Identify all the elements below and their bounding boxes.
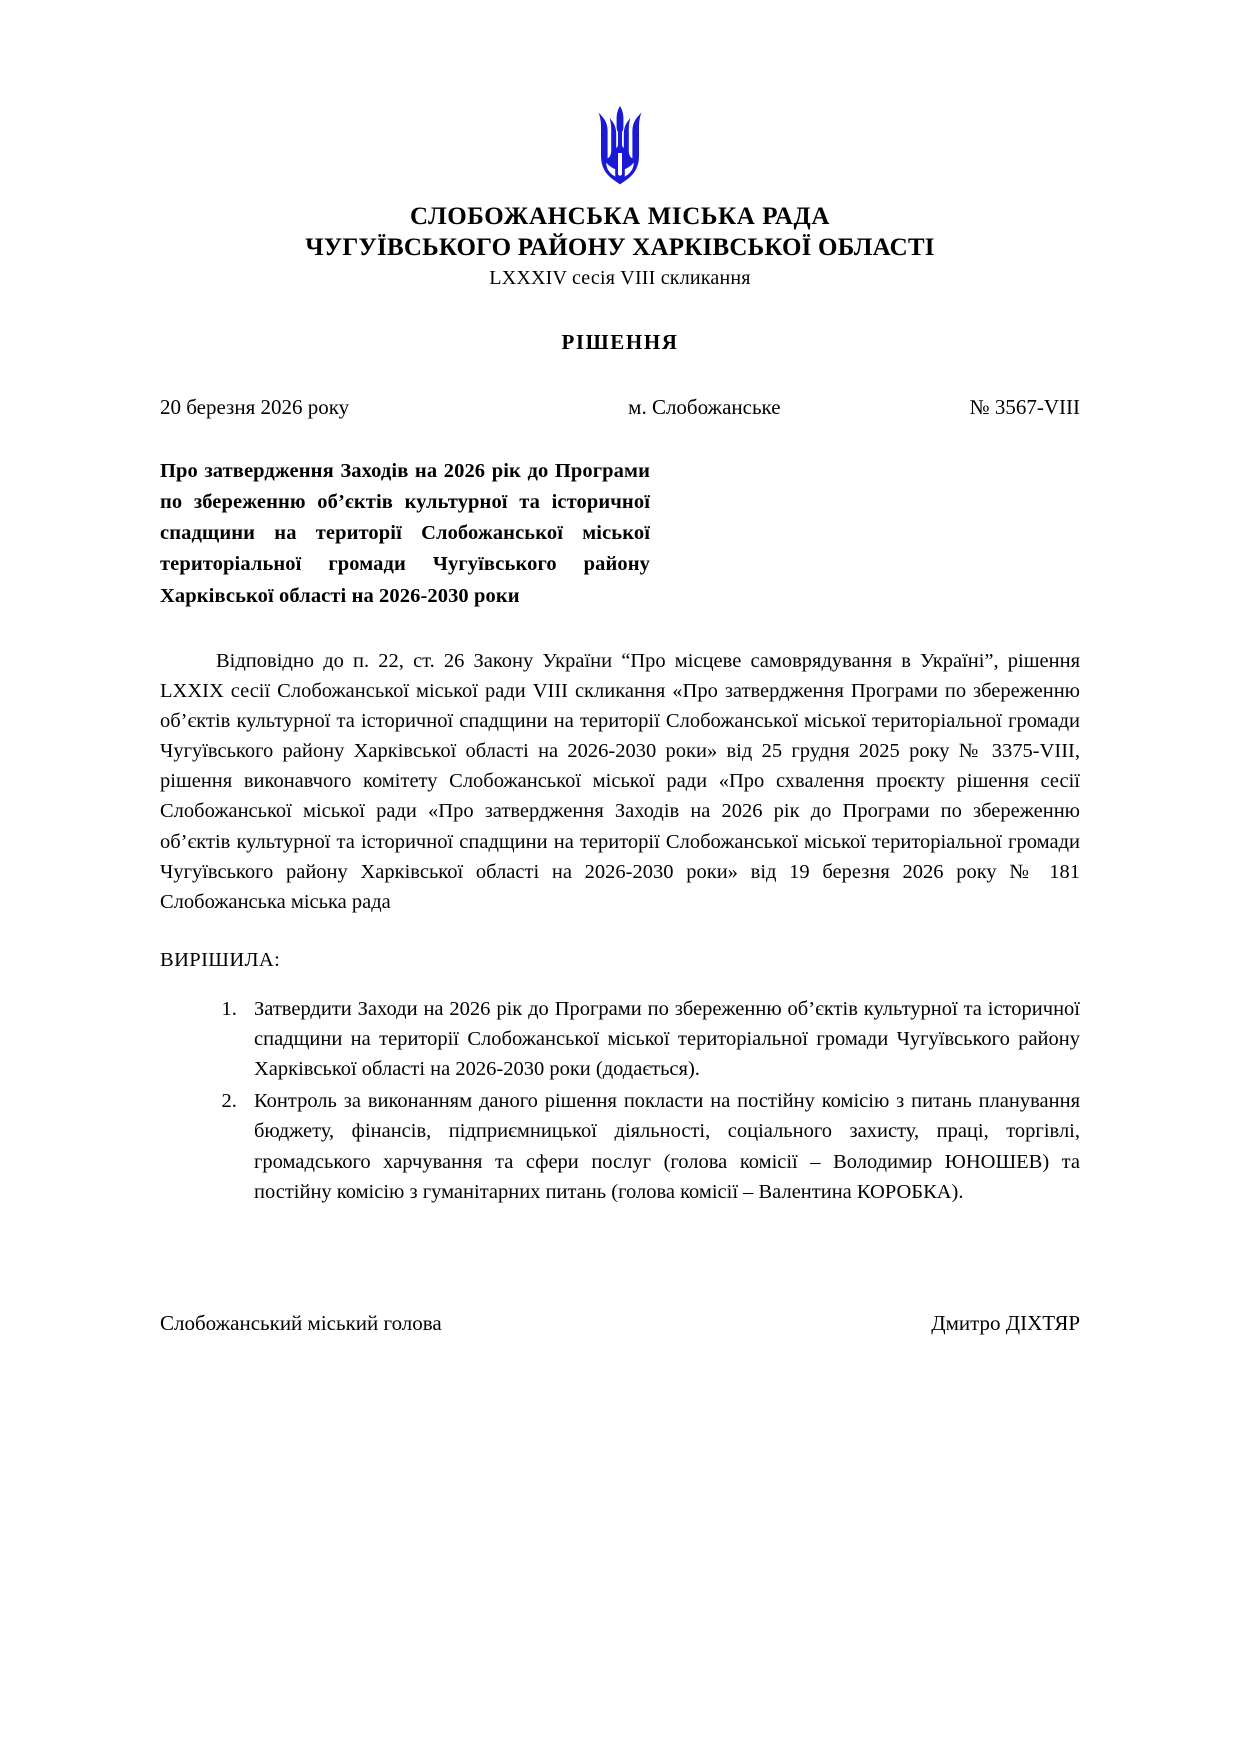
decision-items-list: [160, 994, 1080, 1207]
document-date: 20 березня 2026 року: [160, 395, 350, 419]
document-type: РІШЕННЯ: [561, 330, 679, 354]
list-item: 1. Затвердити Заходи на 2026 рік до Програми по збереженню об’єктів культурної та історичної спадщини на території Слобожанської міської територіальної громади Чугуївського району Харківської області на 2026-2030 роки (додається).: [242, 994, 1080, 1084]
document-place: м. Слобожанське: [628, 395, 781, 419]
organization-header: [160, 202, 1080, 290]
decision-keyword: ВИРІШИЛА:: [160, 948, 281, 971]
emblem-container: [160, 0, 1080, 188]
council-region: ЧУГУЇВСЬКОГО РАЙОНУ ХАРКІВСЬКОЇ ОБЛАСТІ: [305, 233, 935, 261]
signatory-name: Дмитро ДІХТЯР: [931, 1310, 1080, 1335]
signature-block: [160, 1311, 1080, 1336]
ukraine-trident-emblem: [592, 104, 648, 188]
document-title: Про затвердження Заходів на 2026 рік до Програми по збереженню об’єктів культурної та історичної спадщини на території Слобожанської міської територіальної громади Чугуївського району Харківської області на 2026-2030 роки: [160, 460, 650, 607]
document-content: [160, 0, 1080, 1336]
session-info: LXXXIV сесія VIII скликання: [489, 267, 751, 289]
document-meta: [160, 395, 1080, 420]
signatory-position: Слобожанський міський голова: [160, 1310, 442, 1335]
council-name: СЛОБОЖАНСЬКА МІСЬКА РАДА: [409, 203, 831, 230]
preamble-paragraph: Відповідно до п. 22, ст. 26 Закону України “Про місцеве самоврядування в Україні”, рішення LXXIX сесії Слобожанської міської ради VIII скликання «Про затвердження Програми по збереженню об’єктів культурної та історичної спадщини на території Слобожанської міської територіальної громади Чугуївського району Харківської області на 2026-2030 роки» від 25 грудня 2025 року № 3375-VIII, рішення виконавчого комітету Слобожанської міської ради «Про схвалення проєкту рішення сесії Слобожанської міської ради «Про затвердження Заходів на 2026 рік до Програми по збереженню об’єктів культурної та історичної спадщини на території Слобожанської міської територіальної громади Чугуївського району Харківської області на 2026-2030 роки» від 19 березня 2026 року № 181 Слобожанська міська рада: [160, 649, 1080, 913]
document-number: № 3567-VIII: [969, 395, 1080, 419]
list-item: 2. Контроль за виконанням даного рішення покласти на постійну комісію з питань планування бюджету, фінансів, підприємницької діяльності, соціального захисту, праці, торгівлі, громадського харчування та сфери послуг (голова комісії – Володимир ЮНОШЕВ) та постійну комісію з гуманітарних питань (голова комісії – Валентина КОРОБКА).: [242, 1086, 1080, 1207]
